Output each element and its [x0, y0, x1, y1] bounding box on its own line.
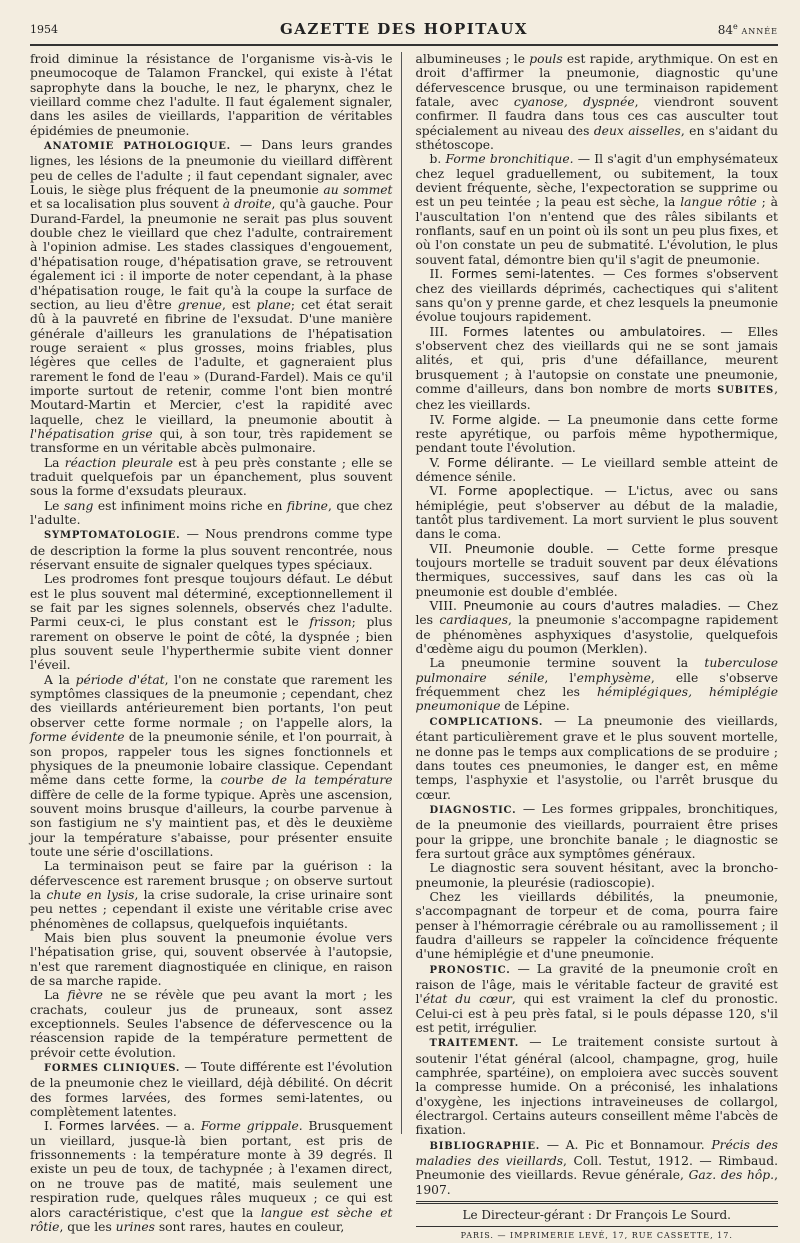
paragraph: b. Forme bronchitique. — Il s'agit d'un emphysémateux chez lequel graduellement, ou subitement, la toux devient fréquente, sèche, l'expectoration se supprime ou est un peu teintée ; la peau est sèche, la langue rôtie ; à l'auscultation l'on n'entend que des râles sibilants et ronflants, sauf en un point où ils sont un peu plus fixes, et où l'on constate un peu de submatité. L'évolution, le plus souvent fatal, démontre bien qu'il s'agit de pneumonie. [415, 152, 778, 267]
volume-year: 84e ANNÉE [717, 21, 778, 37]
section-heading: PRONOSTIC. [429, 964, 511, 976]
left-column [30, 52, 402, 1234]
section-heading: FORMES CLINIQUES. [44, 1063, 181, 1075]
paragraph: Les prodromes font presque toujours défaut. Le début est le plus souvent mal déterminé, exceptionnellement il se fait par les signes solennels, observés chez l'adulte. Parmi ceux-ci, le plus constant est le frisson; plus rarement on observe le point de côté, la dyspnée ; bien plus souvent seule l'hyperthermie subite vient donner l'éveil. [30, 572, 393, 673]
section-heading: DIAGNOSTIC. [429, 804, 517, 816]
paragraph: Le diagnostic sera souvent hésitant, avec la broncho-pneumonie, la pleurésie (radioscopie). [415, 861, 778, 890]
section-heading: SYMPTOMATOLOGIE. [44, 530, 181, 542]
page-header [30, 14, 778, 46]
section-heading: ANATOMIE PATHOLOGIQUE. [44, 141, 231, 153]
paragraph: Le sang est infiniment moins riche en fibrine, que chez l'adulte. [30, 498, 393, 527]
paragraph: VII. Pneumonie double. — Cette forme presque toujours mortelle se traduit souvent par deux élévations thermiques, successives, sauf dans les cas où la pneumonie est double d'emblée. [415, 540, 778, 599]
bibliography: BIBLIOGRAPHIE. — A. Pic et Bonnamour. Précis des maladies des vieillards, Coll. Testut, 1912. — Rimbaud. Pneumonie des vieillards. Revue générale, Gaz. des hôp., 1907. [415, 1137, 778, 1197]
section-traitement: TRAITEMENT. — Le traitement consiste surtout à soutenir l'état général (alcool, champagne, grog, huile camphrée, spartéine), on emploiera avec succès souvent la compresse humide. On a préconisé, les inhalations d'oxygène, les injections intraveineuses de collargol, électrargol. Certains auteurs conseillent même l'abcès de fixation. [415, 1035, 778, 1138]
section-symptomatologie: SYMPTOMATOLOGIE. — Nous prendrons comme type de description la forme la plus souvent rencontrée, nous réservant ensuite de signaler quelques types spéciaux. [30, 527, 393, 573]
section-formes-cliniques: FORMES CLINIQUES. — Toute différente est l'évolution de la pneumonie chez le vieillard, déjà débilité. On décrit des formes larvées, des formes semi-latentes, ou complètement latentes. [30, 1060, 393, 1120]
paragraph: La pneumonie termine souvent la tuberculose pulmonaire sénile, l'emphysème, elle s'observe fréquemment chez les hémiplégiques, hémiplégie pneumonique de Lépine. [415, 656, 778, 714]
subsection-heading: Forme algide. [452, 411, 541, 427]
paragraph: IV. Forme algide. — La pneumonie dans cette forme reste apyrétique, ou parfois même hypothermique, pendant toute l'évolution. [415, 411, 779, 456]
subsection-heading: Forme apoplectique. [458, 483, 594, 499]
paragraph: La fièvre ne se révèle que peu avant la mort ; les crachats, couleur jus de pruneaux, sont assez exceptionnels. Seules l'absence de défervescence ou la réascension rapide de la température permettent de prévoir cette évolution. [30, 988, 393, 1060]
section-anatomie: ANATOMIE PATHOLOGIQUE. — Dans leurs grandes lignes, les lésions de la pneumonie du vieillard diffèrent peu de celles de l'adulte ; il faut cependant signaler, avec Louis, le siège plus fréquent de la pneumonie au sommet et sa localisation plus souvent à droite, qu'à gauche. Pour Durand-Fardel, la pneumonie ne serait pas plus souvent double chez le vieillard que chez l'adulte, contrairement à l'opinion admise. Les stades classiques d'engouement, d'hépatisation rouge, d'hépatisation grave, se retrouvent également ici : il importe de noter cependant, à la phase d'hépatisation rouge, le fait qu'à la coupe la surface de section, au lieu d'être grenue, est plane; cet état serait dû à la pauvreté en fibrine de l'exsudat. D'une manière générale d'ailleurs les granulations de l'hépatisation rouge seraient « plus grosses, moins friables, plus légères que celles de l'adulte, et gagneraient plus rarement le fond de l'eau » (Durand-Fardel). Mais ce qu'il importe surtout de retenir, comme l'ont bien montré Moutard-Martin et Mercier, c'est la rapidité avec laquelle, chez le vieillard, la pneumonie aboutit à l'hépatisation grise qui, à son tour, très rapidement se transforme en un véritable abcès pulmonaire. [30, 138, 393, 456]
journal-page [30, 14, 779, 1240]
subsection-heading: Formes larvées. [58, 1118, 160, 1134]
footer-divider [416, 1201, 779, 1204]
subsection-heading: Pneumonie double. [464, 540, 594, 556]
subsection-heading: Formes latentes ou ambulatoires. [462, 323, 706, 339]
paragraph: VI. Forme apoplectique. — L'ictus, avec ou sans hémiplégie, peut s'observer au début de la maladie, tantôt plus tardivement. La mort survient le plus souvent dans le coma. [415, 483, 778, 542]
section-heading: TRAITEMENT. [429, 1038, 520, 1050]
paragraph: Chez les vieillards débilités, la pneumonie, s'accompagnant de torpeur et de coma, pourra faire penser à l'hémorragie cérébrale ou au ramollissement ; il faudra d'ailleurs se rappeler la coïncidence fréquente d'une hémiplégie et d'une pneumonie. [415, 889, 778, 962]
paragraph: albumineuses ; le pouls est rapide, arythmique. On est en droit d'affirmer la pneumonie, diagnostic qu'une défervescence brusque, ou une terminaison rapidement fatale, avec cyanose, dyspnée, viendront souvent confirmer. Il faudra dans tous ces cas ausculter tout spécialement au niveau des deux aisselles, en s'aidant du sthétoscope. [415, 52, 778, 153]
paragraph: froid diminue la résistance de l'organisme vis-à-vis le pneumocoque de Talamon Franckel, qui existe à l'état saprophyte dans la bouche, le nez, le pharynx, chez le vieillard comme chez l'adulte. Il faut également signaler, dans les asiles de vieillards, l'apparition de véritables épidémies de pneumonie. [30, 52, 393, 138]
page-number: 1954 [30, 22, 58, 36]
paragraph: La terminaison peut se faire par la guérison : la défervescence est rarement brusque ; on observe surtout la chute en lysis, la crise sudorale, la crise urinaire sont peu nettes ; cependant il existe une véritable crise avec phénomènes de collapsus, quelquefois inquiétants. [30, 859, 393, 931]
section-diagnostic: DIAGNOSTIC. — Les formes grippales, bronchitiques, de la pneumonie des vieillards, pourraient être prises pour la grippe, une bronchite banale ; le diagnostic se fera surtout grâce aux symptômes généraux. [415, 801, 778, 861]
paragraph: A la période d'état, l'on ne constate que rarement les symptômes classiques de la pneumonie ; cependant, chez des vieillards antérieurement bien portants, l'on peut observer cette forme normale ; on l'appelle alors, la forme évidente de la pneumonie sénile, et l'on pourrait, à son propos, rappeler tous les signes fonctionnels et physiques de la pneumonie lobaire classique. Cependant même dans cette forme, la courbe de la température diffère de celle de la forme typique. Après une ascension, souvent moins brusque d'ailleurs, la courbe parvenue à son fastigium ne s'y maintient pas, et dès le deuxième jour la température s'abaisse, pour présenter ensuite toute une série d'oscillations. [30, 672, 393, 859]
section-heading: COMPLICATIONS. [429, 716, 544, 728]
journal-title: GAZETTE DES HOPITAUX [279, 20, 528, 38]
editor-signature: Le Directeur-gérant : Dr François Le Sourd. [462, 1208, 731, 1223]
subsection-heading: Forme délirante. [447, 454, 555, 470]
subsection-heading: Formes semi-latentes. [451, 266, 595, 282]
right-column [415, 52, 779, 1240]
section-complications: COMPLICATIONS. — La pneumonie des vieillards, étant particulièrement grave et le plus souvent mortelle, ne donne pas le temps aux complications de se produire ; dans toutes ces pneumonies, le danger est, en même temps, l'asphyxie et l'asystolie, ou l'arrêt brusque du cœur. [415, 713, 778, 802]
paragraph: II. Formes semi-latentes. — Ces formes s'observent chez des vieillards déprimés, cachectiques qui s'alitent sans qu'on y prenne garde, et chez lesquels la pneumonie évolue toujours rapidement. [415, 266, 778, 325]
paragraph: III. Formes latentes ou ambulatoires. — Elles s'observent chez des vieillards qui ne se sont jamais alités, et qui, pris d'une défaillance, meurent brusquement ; à l'autopsie on constate une pneumonie, comme d'ailleurs, dans bon nombre de morts SUBITES, chez les vieillards. [415, 323, 779, 413]
paragraph: VIII. Pneumonie au cours d'autres maladies. — Chez les cardiaques, la pneumonie s'accompagne rapidement de phénomènes asphyxiques d'asystolie, quelquefois d'œdème aigu du poumon (Merklen). [415, 598, 778, 657]
section-pronostic: PRONOSTIC. — La gravité de la pneumonie croît en raison de l'âge, mais le véritable facteur de gravité est l'état du cœur, qui est vraiment la clef du pronostic. Celui-ci est à peu près fatal, si le pouls dépasse 120, s'il est petit, irrégulier. [415, 961, 778, 1036]
paragraph: Mais bien plus souvent la pneumonie évolue vers l'hépatisation grise, qui, souvent observée à l'autopsie, n'est que rarement diagnostiquée en clinique, en raison de sa marche rapide. [30, 930, 393, 988]
paragraph: I. Formes larvées. — a. Forme grippale. Brusquement un vieillard, jusque-là bien portant, est pris de frissonnements : la température monte à 39 degrés. Il existe un peu de toux, de tachypnée ; à l'examen direct, on ne trouve pas de matité, mais seulement une respiration rude, quelques râles muqueux ; ce qui est alors caractéristique, c'est que la langue est sèche et rôtie, que les urines sont rares, hautes en couleur, [30, 1118, 393, 1234]
subsection-heading: Pneumonie au cours d'autres maladies. [463, 598, 722, 614]
paragraph: V. Forme délirante. — Le vieillard semble atteint de démence sénile. [415, 454, 778, 484]
article-columns [30, 52, 779, 1240]
printer-imprint: PARIS. — IMPRIMERIE LEVÉ, 17, RUE CASSETTE, 17. [416, 1226, 779, 1243]
paragraph: La réaction pleurale est à peu près constante ; elle se traduit quelquefois par un épanchement, plus souvent sous la forme d'exsudats pleuraux. [30, 455, 393, 499]
